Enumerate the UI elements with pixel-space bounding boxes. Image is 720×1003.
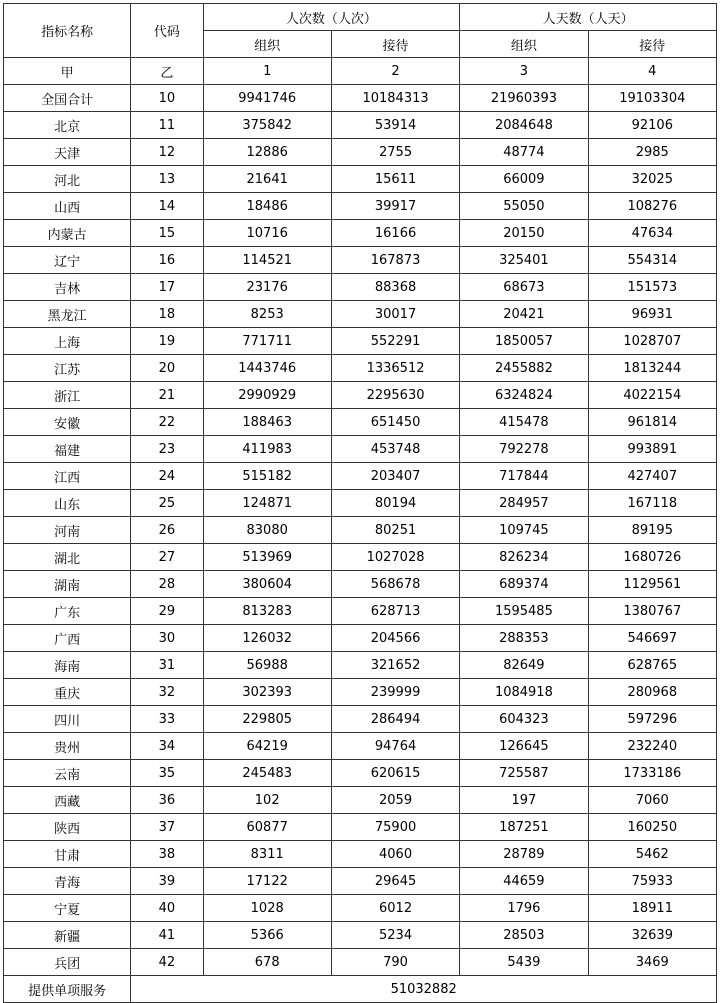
person-days-organize-cell: 5439: [460, 949, 588, 976]
region-code-cell: 26: [131, 517, 203, 544]
person-times-organize-cell: 114521: [203, 247, 331, 274]
region-code-cell: 11: [131, 112, 203, 139]
table-row: [4, 166, 717, 193]
person-times-receive-cell: 286494: [331, 706, 459, 733]
region-name-cell: 天津: [4, 139, 131, 166]
table-row: [4, 598, 717, 625]
region-code-cell: 31: [131, 652, 203, 679]
region-name-cell: 湖北: [4, 544, 131, 571]
person-times-organize-cell: 188463: [203, 409, 331, 436]
region-name-cell: 西藏: [4, 787, 131, 814]
person-days-receive-cell: 96931: [588, 301, 716, 328]
person-times-receive-cell: 80194: [331, 490, 459, 517]
person-days-receive-cell: 4022154: [588, 382, 716, 409]
person-days-receive-cell: 160250: [588, 814, 716, 841]
region-name-cell: 甘肃: [4, 841, 131, 868]
person-days-organize-cell: 20150: [460, 220, 588, 247]
person-times-receive-cell: 5234: [331, 922, 459, 949]
person-times-organize-cell: 1443746: [203, 355, 331, 382]
region-code-cell: 33: [131, 706, 203, 733]
person-times-organize-cell: 102: [203, 787, 331, 814]
person-days-receive-cell: 1680726: [588, 544, 716, 571]
person-times-receive-cell: 552291: [331, 328, 459, 355]
person-times-group-header: 人次数（人次）: [203, 4, 460, 31]
table-row: [4, 814, 717, 841]
person-times-organize-cell: 245483: [203, 760, 331, 787]
person-days-organize-cell: 66009: [460, 166, 588, 193]
person-days-receive-cell: 546697: [588, 625, 716, 652]
region-code-cell: 37: [131, 814, 203, 841]
person-days-organize-cell: 1084918: [460, 679, 588, 706]
person-days-organize-cell: 689374: [460, 571, 588, 598]
person-days-organize-cell: 284957: [460, 490, 588, 517]
person-times-organize-header: 组织: [203, 31, 331, 58]
column-index-row: [4, 58, 717, 85]
region-name-cell: 陕西: [4, 814, 131, 841]
region-code-cell: 13: [131, 166, 203, 193]
person-days-receive-cell: 7060: [588, 787, 716, 814]
region-name-cell: 山西: [4, 193, 131, 220]
person-days-receive-cell: 5462: [588, 841, 716, 868]
table-row: [4, 409, 717, 436]
column-index-1: 1: [203, 58, 331, 85]
column-index-2: 2: [331, 58, 459, 85]
person-times-organize-cell: 678: [203, 949, 331, 976]
person-times-organize-cell: 12886: [203, 139, 331, 166]
person-times-organize-cell: 8311: [203, 841, 331, 868]
person-days-organize-cell: 2084648: [460, 112, 588, 139]
region-code-cell: 19: [131, 328, 203, 355]
person-days-organize-cell: 2455882: [460, 355, 588, 382]
table-row: [4, 274, 717, 301]
region-name-cell: 河北: [4, 166, 131, 193]
person-days-organize-cell: 1850057: [460, 328, 588, 355]
person-times-organize-cell: 515182: [203, 463, 331, 490]
person-times-organize-cell: 126032: [203, 625, 331, 652]
region-name-cell: 云南: [4, 760, 131, 787]
person-times-receive-cell: 6012: [331, 895, 459, 922]
person-days-receive-cell: 151573: [588, 274, 716, 301]
person-times-receive-cell: 453748: [331, 436, 459, 463]
region-name-cell: 兵团: [4, 949, 131, 976]
person-times-organize-cell: 1028: [203, 895, 331, 922]
row-label-index: 甲: [4, 58, 131, 85]
person-days-receive-cell: 961814: [588, 409, 716, 436]
region-code-cell: 41: [131, 922, 203, 949]
region-name-cell: 重庆: [4, 679, 131, 706]
person-times-receive-cell: 39917: [331, 193, 459, 220]
person-times-organize-cell: 813283: [203, 598, 331, 625]
person-days-organize-cell: 68673: [460, 274, 588, 301]
region-name-cell: 宁夏: [4, 895, 131, 922]
column-index-3: 3: [460, 58, 588, 85]
region-code-cell: 32: [131, 679, 203, 706]
person-times-receive-cell: 4060: [331, 841, 459, 868]
person-days-group-header: 人天数（人天）: [460, 4, 717, 31]
region-code-cell: 34: [131, 733, 203, 760]
table-row: [4, 193, 717, 220]
table-row: [4, 112, 717, 139]
table-row: [4, 328, 717, 355]
person-times-receive-cell: 203407: [331, 463, 459, 490]
person-times-organize-cell: 8253: [203, 301, 331, 328]
person-days-receive-cell: 3469: [588, 949, 716, 976]
region-code-cell: 25: [131, 490, 203, 517]
person-times-receive-cell: 1336512: [331, 355, 459, 382]
region-name-cell: 江西: [4, 463, 131, 490]
table-row: [4, 85, 717, 112]
person-days-organize-cell: 55050: [460, 193, 588, 220]
region-name-cell: 广西: [4, 625, 131, 652]
region-code-cell: 30: [131, 625, 203, 652]
person-times-organize-cell: 771711: [203, 328, 331, 355]
table-row: [4, 760, 717, 787]
person-times-organize-cell: 23176: [203, 274, 331, 301]
person-times-organize-cell: 17122: [203, 868, 331, 895]
person-times-organize-cell: 56988: [203, 652, 331, 679]
table-row: [4, 625, 717, 652]
person-days-receive-cell: 232240: [588, 733, 716, 760]
person-days-organize-cell: 21960393: [460, 85, 588, 112]
person-days-receive-cell: 628765: [588, 652, 716, 679]
region-name-cell: 辽宁: [4, 247, 131, 274]
person-days-receive-cell: 1129561: [588, 571, 716, 598]
person-times-receive-cell: 651450: [331, 409, 459, 436]
table-row: [4, 355, 717, 382]
person-days-receive-cell: 108276: [588, 193, 716, 220]
statistics-table: [3, 3, 717, 1003]
table-row: [4, 868, 717, 895]
table-row: [4, 517, 717, 544]
person-days-receive-header: 接待: [588, 31, 716, 58]
person-times-receive-header: 接待: [331, 31, 459, 58]
person-days-organize-cell: 44659: [460, 868, 588, 895]
person-times-receive-cell: 94764: [331, 733, 459, 760]
person-times-organize-cell: 380604: [203, 571, 331, 598]
region-name-cell: 黑龙江: [4, 301, 131, 328]
person-days-receive-cell: 167118: [588, 490, 716, 517]
person-days-receive-cell: 18911: [588, 895, 716, 922]
table-body: [4, 85, 717, 976]
person-times-receive-cell: 75900: [331, 814, 459, 841]
region-name-cell: 湖南: [4, 571, 131, 598]
region-code-cell: 40: [131, 895, 203, 922]
person-days-receive-cell: 19103304: [588, 85, 716, 112]
person-times-receive-cell: 620615: [331, 760, 459, 787]
region-name-cell: 福建: [4, 436, 131, 463]
table-row: [4, 841, 717, 868]
person-days-organize-cell: 28789: [460, 841, 588, 868]
person-times-receive-cell: 16166: [331, 220, 459, 247]
region-code-cell: 42: [131, 949, 203, 976]
person-times-receive-cell: 628713: [331, 598, 459, 625]
person-times-organize-cell: 10716: [203, 220, 331, 247]
person-times-receive-cell: 2755: [331, 139, 459, 166]
table-row: [4, 571, 717, 598]
person-days-organize-cell: 187251: [460, 814, 588, 841]
person-times-organize-cell: 2990929: [203, 382, 331, 409]
code-header: 代码: [131, 4, 203, 58]
region-name-cell: 内蒙古: [4, 220, 131, 247]
person-days-organize-cell: 792278: [460, 436, 588, 463]
person-times-receive-cell: 10184313: [331, 85, 459, 112]
table-row: [4, 706, 717, 733]
person-days-receive-cell: 89195: [588, 517, 716, 544]
person-days-organize-cell: 826234: [460, 544, 588, 571]
person-times-receive-cell: 321652: [331, 652, 459, 679]
region-code-cell: 23: [131, 436, 203, 463]
person-days-receive-cell: 1733186: [588, 760, 716, 787]
region-code-cell: 24: [131, 463, 203, 490]
person-times-organize-cell: 9941746: [203, 85, 331, 112]
person-days-receive-cell: 75933: [588, 868, 716, 895]
person-times-organize-cell: 5366: [203, 922, 331, 949]
person-days-receive-cell: 32025: [588, 166, 716, 193]
person-days-receive-cell: 47634: [588, 220, 716, 247]
person-days-organize-cell: 325401: [460, 247, 588, 274]
person-days-receive-cell: 2985: [588, 139, 716, 166]
person-times-receive-cell: 2295630: [331, 382, 459, 409]
table-row: [4, 895, 717, 922]
table-row: [4, 220, 717, 247]
region-code-cell: 16: [131, 247, 203, 274]
person-times-receive-cell: 568678: [331, 571, 459, 598]
region-code-cell: 27: [131, 544, 203, 571]
region-code-cell: 36: [131, 787, 203, 814]
person-days-organize-cell: 288353: [460, 625, 588, 652]
table-row: [4, 382, 717, 409]
region-code-cell: 21: [131, 382, 203, 409]
region-name-cell: 江苏: [4, 355, 131, 382]
person-times-organize-cell: 60877: [203, 814, 331, 841]
person-days-receive-cell: 427407: [588, 463, 716, 490]
table-row: [4, 544, 717, 571]
person-days-organize-cell: 717844: [460, 463, 588, 490]
person-days-organize-cell: 28503: [460, 922, 588, 949]
region-code-cell: 10: [131, 85, 203, 112]
person-days-organize-cell: 725587: [460, 760, 588, 787]
person-days-receive-cell: 554314: [588, 247, 716, 274]
person-days-receive-cell: 993891: [588, 436, 716, 463]
region-name-cell: 吉林: [4, 274, 131, 301]
table-row: [4, 949, 717, 976]
person-days-organize-cell: 604323: [460, 706, 588, 733]
table-row: [4, 463, 717, 490]
person-times-organize-cell: 302393: [203, 679, 331, 706]
region-name-cell: 海南: [4, 652, 131, 679]
person-times-organize-cell: 513969: [203, 544, 331, 571]
region-code-cell: 20: [131, 355, 203, 382]
person-days-receive-cell: 1028707: [588, 328, 716, 355]
column-index-4: 4: [588, 58, 716, 85]
person-times-receive-cell: 167873: [331, 247, 459, 274]
region-name-cell: 新疆: [4, 922, 131, 949]
person-times-receive-cell: 29645: [331, 868, 459, 895]
row-code-index: 乙: [131, 58, 203, 85]
region-name-cell: 河南: [4, 517, 131, 544]
region-name-cell: 山东: [4, 490, 131, 517]
region-name-cell: 浙江: [4, 382, 131, 409]
person-days-organize-cell: 6324824: [460, 382, 588, 409]
footer-label: 提供单项服务: [4, 976, 131, 1003]
region-code-cell: 38: [131, 841, 203, 868]
person-days-organize-cell: 109745: [460, 517, 588, 544]
person-days-receive-cell: 1380767: [588, 598, 716, 625]
footer-value: 51032882: [131, 976, 717, 1003]
person-times-receive-cell: 30017: [331, 301, 459, 328]
person-times-receive-cell: 790: [331, 949, 459, 976]
table-row: [4, 436, 717, 463]
person-times-receive-cell: 1027028: [331, 544, 459, 571]
person-times-receive-cell: 53914: [331, 112, 459, 139]
person-days-receive-cell: 597296: [588, 706, 716, 733]
region-name-cell: 北京: [4, 112, 131, 139]
table-row: [4, 733, 717, 760]
person-days-organize-header: 组织: [460, 31, 588, 58]
table-row: [4, 679, 717, 706]
region-code-cell: 28: [131, 571, 203, 598]
region-code-cell: 15: [131, 220, 203, 247]
person-days-receive-cell: 1813244: [588, 355, 716, 382]
person-times-receive-cell: 15611: [331, 166, 459, 193]
region-name-cell: 全国合计: [4, 85, 131, 112]
region-name-cell: 安徽: [4, 409, 131, 436]
table-row: [4, 922, 717, 949]
table-row: [4, 247, 717, 274]
person-days-organize-cell: 82649: [460, 652, 588, 679]
person-days-receive-cell: 32639: [588, 922, 716, 949]
person-times-organize-cell: 124871: [203, 490, 331, 517]
region-name-cell: 广东: [4, 598, 131, 625]
person-days-organize-cell: 126645: [460, 733, 588, 760]
table-row: [4, 490, 717, 517]
region-code-cell: 12: [131, 139, 203, 166]
header-row-1: [4, 4, 717, 31]
region-name-cell: 四川: [4, 706, 131, 733]
person-days-organize-cell: 20421: [460, 301, 588, 328]
person-times-organize-cell: 375842: [203, 112, 331, 139]
table-row: [4, 652, 717, 679]
region-code-cell: 14: [131, 193, 203, 220]
footer-row: [4, 976, 717, 1003]
region-name-cell: 上海: [4, 328, 131, 355]
table-row: [4, 139, 717, 166]
person-days-organize-cell: 197: [460, 787, 588, 814]
person-days-organize-cell: 1796: [460, 895, 588, 922]
person-times-organize-cell: 18486: [203, 193, 331, 220]
person-times-receive-cell: 2059: [331, 787, 459, 814]
person-times-organize-cell: 83080: [203, 517, 331, 544]
person-days-receive-cell: 280968: [588, 679, 716, 706]
person-days-organize-cell: 415478: [460, 409, 588, 436]
region-code-cell: 35: [131, 760, 203, 787]
region-code-cell: 29: [131, 598, 203, 625]
table-row: [4, 787, 717, 814]
person-times-organize-cell: 21641: [203, 166, 331, 193]
region-code-cell: 22: [131, 409, 203, 436]
person-times-receive-cell: 204566: [331, 625, 459, 652]
region-name-cell: 青海: [4, 868, 131, 895]
region-code-cell: 17: [131, 274, 203, 301]
indicator-name-header: 指标名称: [4, 4, 131, 58]
person-times-receive-cell: 239999: [331, 679, 459, 706]
person-days-organize-cell: 1595485: [460, 598, 588, 625]
region-code-cell: 39: [131, 868, 203, 895]
table-row: [4, 301, 717, 328]
person-times-receive-cell: 80251: [331, 517, 459, 544]
region-name-cell: 贵州: [4, 733, 131, 760]
person-times-organize-cell: 411983: [203, 436, 331, 463]
person-times-organize-cell: 229805: [203, 706, 331, 733]
person-times-receive-cell: 88368: [331, 274, 459, 301]
region-code-cell: 18: [131, 301, 203, 328]
person-days-organize-cell: 48774: [460, 139, 588, 166]
person-days-receive-cell: 92106: [588, 112, 716, 139]
person-times-organize-cell: 64219: [203, 733, 331, 760]
